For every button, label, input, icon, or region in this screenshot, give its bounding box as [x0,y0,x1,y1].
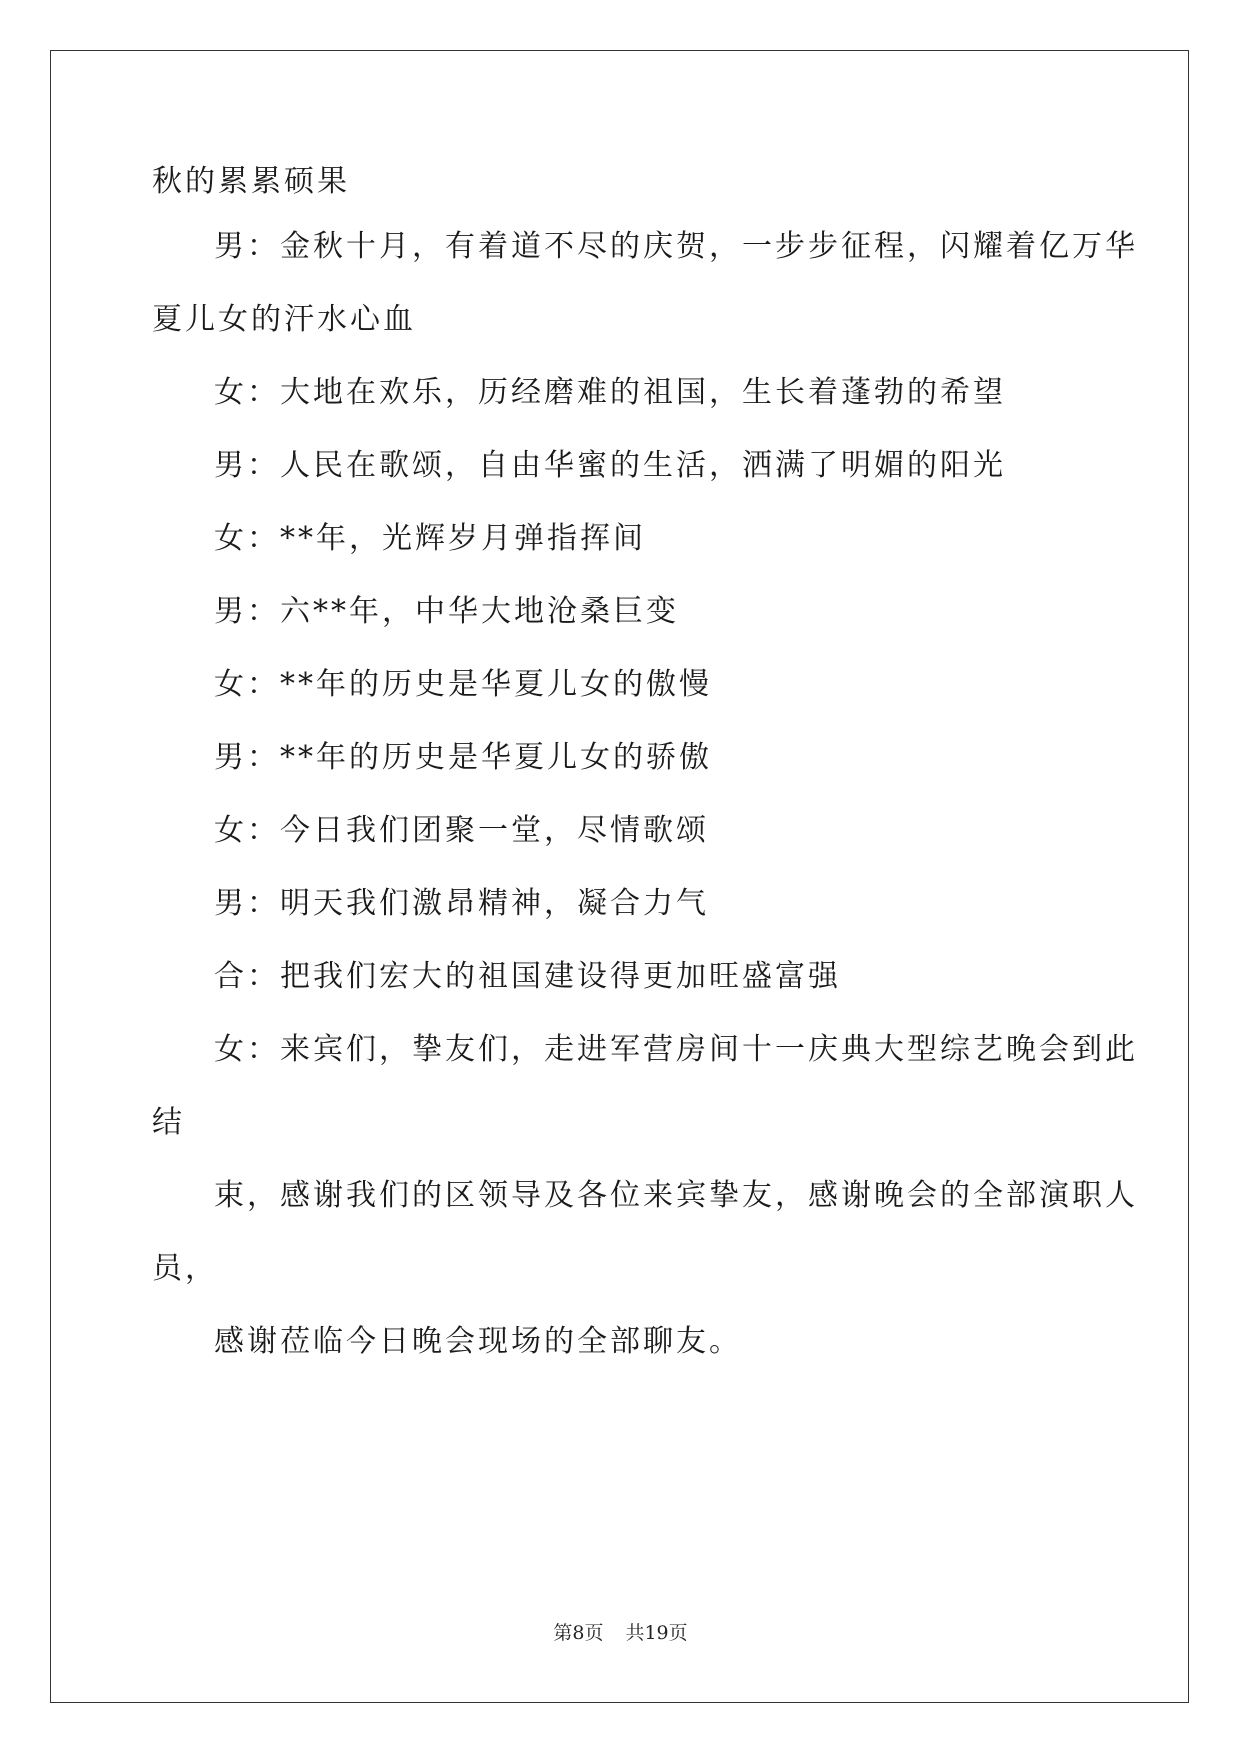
text-line: 男：人民在歌颂，自由华蜜的生活，洒满了明媚的阳光 [214,448,1006,483]
text-line: 感谢莅临今日晚会现场的全部聊友。 [214,1324,742,1359]
page-number-current: 第8页 [553,1622,604,1644]
text-line: 女：大地在欢乐，历经磨难的祖国，生长着蓬勃的希望 [214,375,1006,410]
text-line: 女：**年的历史是华夏儿女的傲慢 [214,667,712,702]
text-line: 男：明天我们激昂精神，凝合力气 [214,886,709,921]
page-border [50,50,1189,1703]
text-line: 合：把我们宏大的祖国建设得更加旺盛富强 [214,959,841,994]
text-line: 员， [152,1251,218,1286]
page-footer [0,1618,1241,1645]
text-line: 男：六**年，中华大地沧桑巨变 [214,594,679,629]
text-line: 秋的累累硕果 [152,164,350,199]
text-line: 女：今日我们团聚一堂，尽情歌颂 [214,813,709,848]
text-line: 女：**年，光辉岁月弹指挥间 [214,521,646,556]
text-line: 男：金秋十月，有着道不尽的庆贺，一步步征程，闪耀着亿万华 [214,229,1138,264]
text-line: 夏儿女的汗水心血 [152,302,416,337]
text-line: 男：**年的历史是华夏儿女的骄傲 [214,740,712,775]
text-line: 女：来宾们，挚友们，走进军营房间十一庆典大型综艺晚会到此 [214,1032,1138,1067]
text-line: 结 [152,1105,185,1140]
text-line: 束，感谢我们的区领导及各位来宾挚友，感谢晚会的全部演职人 [214,1178,1138,1213]
page-number-total: 共19页 [625,1622,688,1644]
